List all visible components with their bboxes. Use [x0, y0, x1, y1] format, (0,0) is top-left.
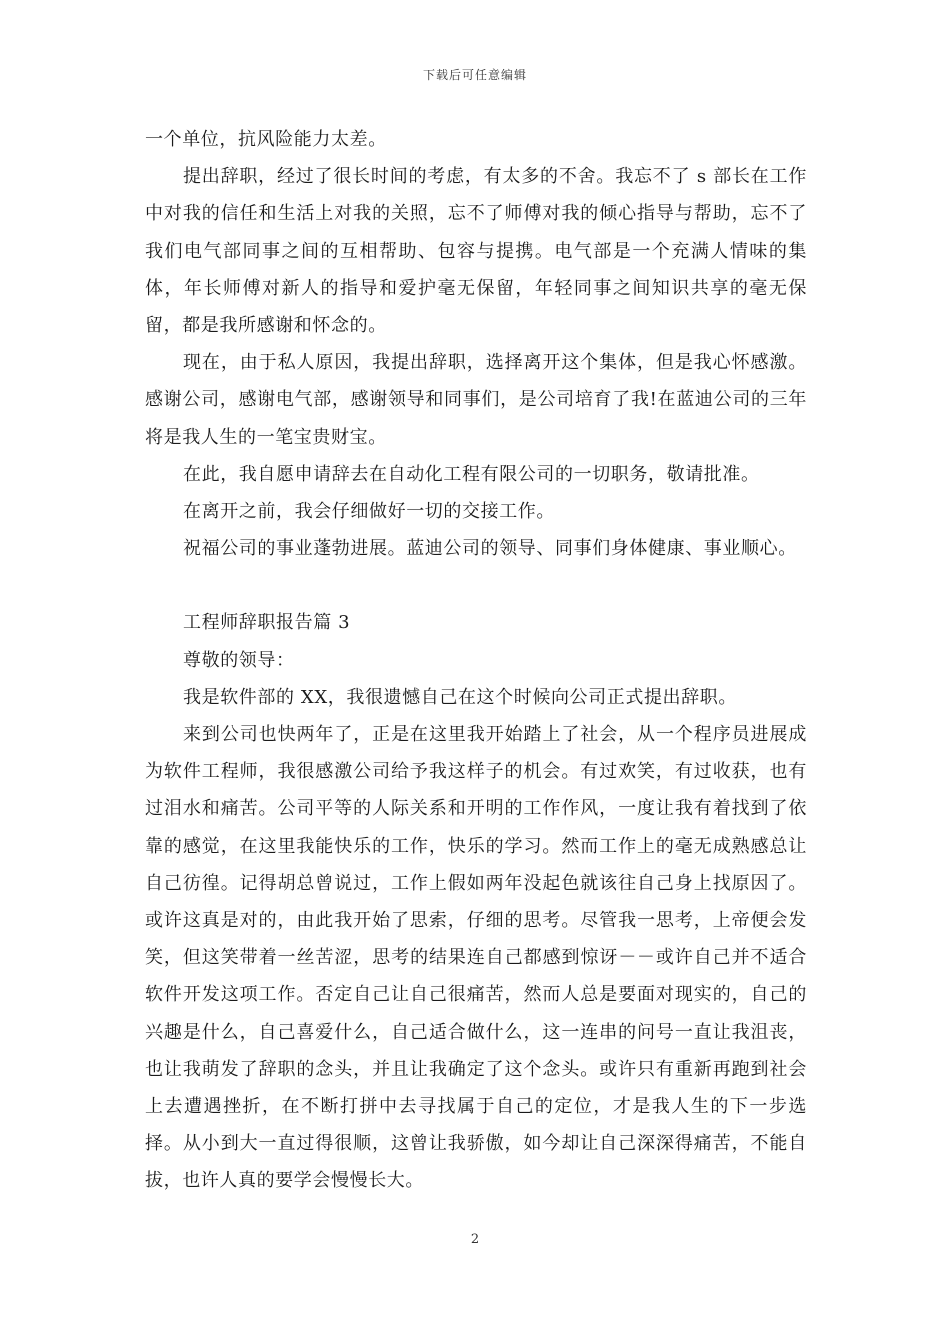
page-number: 2: [470, 1232, 480, 1247]
paragraph-resignation-reason: 提出辞职，经过了很长时间的考虑，有太多的不舍。我忘不了 s 部长在工作中对我的信任和生活上对我的关照，忘不了师傅对我的倾心指导与帮助，忘不了我们电气部同事之间的互相帮助、包容与提携。电气部是一个充满人情味的集体，年长师傅对新人的指导和爱护毫无保留，年轻同事之间知识共享的毫无保留，都是我所感谢和怀念的。: [145, 166, 807, 337]
section-title: 工程师辞职报告篇 3: [183, 612, 351, 634]
paragraph-handover: 在离开之前，我会仔细做好一切的交接工作。: [183, 501, 555, 523]
section-gap: [145, 567, 807, 604]
paragraph-blessing: 祝福公司的事业蓬勃进展。蓝迪公司的领导、同事们身体健康、事业顺心。: [183, 538, 797, 560]
paragraph-gratitude: 现在，由于私人原因，我提出辞职，选择离开这个集体，但是我心怀感激。感谢公司，感谢电气部，感谢领导和同事们，是公司培育了我!在蓝迪公司的三年将是我人生的一笔宝贵财宝。: [145, 352, 807, 448]
paragraph-continuation: 一个单位，抗风险能力太差。: [145, 129, 387, 150]
paragraph-request: 在此，我自愿申请辞去在自动化工程有限公司的一切职务，敬请批准。: [183, 463, 760, 485]
salutation: 尊敬的领导：: [183, 649, 295, 671]
paragraph-intro: 我是软件部的 XX，我很遗憾自己在这个时候向公司正式提出辞职。: [183, 686, 737, 708]
paragraph-reflection: 来到公司也快两年了，正是在这里我开始踏上了社会，从一个程序员进展成为软件工程师，我很感激公司给予我这样子的机会。有过欢笑，有过收获，也有过泪水和痛苦。公司平等的人际关系和开明的工作作风，一度让我有着找到了依靠的感觉，在这里我能快乐的工作，快乐的学习。然而工作上的毫无成熟感总让自己彷徨。记得胡总曾说过，工作上假如两年没起色就该往自己身上找原因了。或许这真是对的，由此我开始了思索，仔细的思考。尽管我一思考，上帝便会发笑，但这笑带着一丝苦涩，思考的结果连自己都感到惊讶－－或许自己并不适合软件开发这项工作。否定自己让自己很痛苦，然而人总是要面对现实的，自己的兴趣是什么，自己喜爱什么，自己适合做什么，这一连串的问号一直让我沮丧，也让我萌发了辞职的念头，并且让我确定了这个念头。或许只有重新再跑到社会上去遭遇挫折，在不断打拼中去寻找属于自己的定位，才是我人生的下一步选择。从小到大一直过得很顺，这曾让我骄傲，如今却让自己深深得痛苦，不能自拔，也许人真的要学会慢慢长大。: [145, 724, 807, 1192]
page-header-note: 下载后可任意编辑: [422, 68, 527, 82]
document-body: [145, 121, 807, 1200]
